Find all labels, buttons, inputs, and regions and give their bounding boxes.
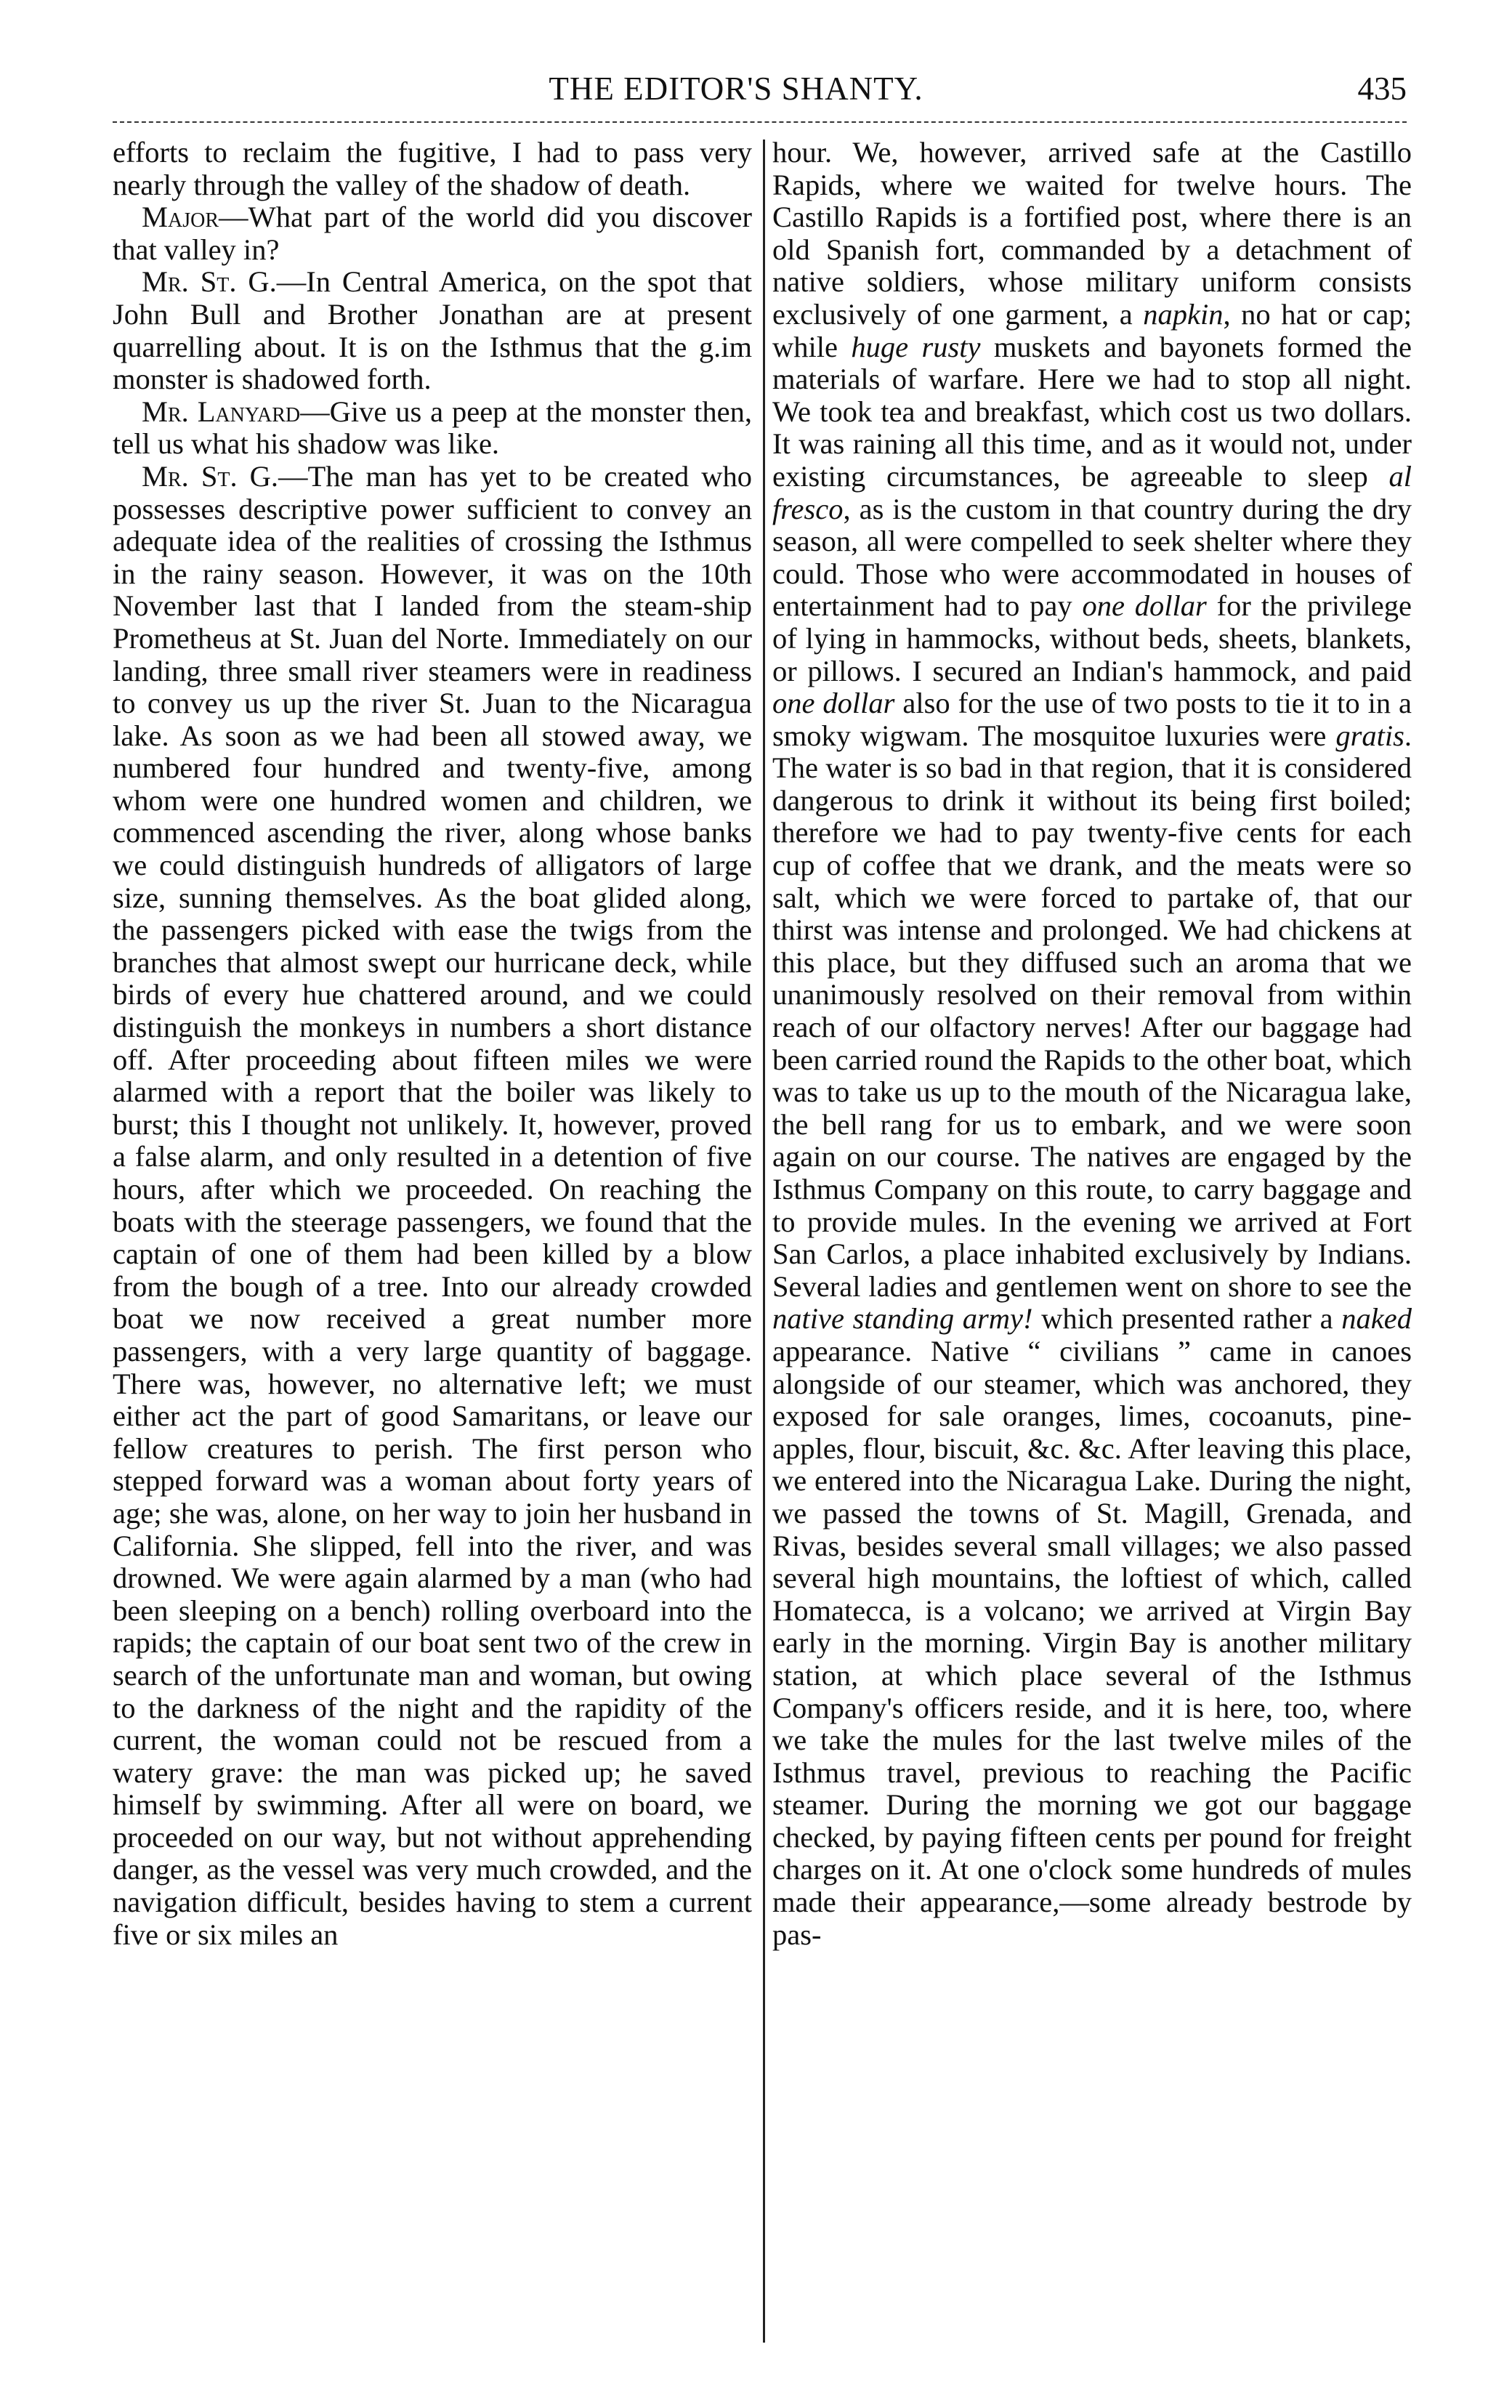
paragraph-st-g-1 <box>113 266 752 395</box>
text-run: also for the use of two posts to tie it to in a smoky wigwam. The mosquitoe luxuries were <box>772 687 1412 752</box>
emphasis: naked <box>1341 1302 1412 1336</box>
page-header <box>65 70 1407 113</box>
emphasis: napkin <box>1143 297 1224 331</box>
page-number: 435 <box>1357 70 1407 107</box>
left-column <box>113 137 752 1951</box>
emphasis: one dollar <box>772 687 895 720</box>
text-run: , as is the custom in that country during the dry season, all were compelled to seek shelter where they could. Those who were accommodated in houses of entertainment had to pay <box>772 492 1412 623</box>
right-column <box>772 137 1412 1951</box>
running-title: THE EDITOR'S SHANTY. <box>549 70 923 107</box>
paragraph-lanyard <box>113 396 752 461</box>
paragraph-continued: efforts to reclaim the fugitive, I had to pass very nearly through the valley of the shadow of death. <box>113 136 752 201</box>
text-run: , no hat or cap; while <box>772 297 1412 363</box>
paragraph-st-g-2 <box>113 461 752 1951</box>
emphasis: gratis <box>1335 719 1404 752</box>
paragraph-continued <box>772 137 1412 1951</box>
speech-text: —What part of the world did you discover that valley in? <box>113 201 752 266</box>
column-divider <box>763 140 765 2343</box>
speech-text: —In Central America, on the spot that John Bull and Brother Jonathan are at present quarrelling about. It is on the Isthmus that the g.im monster is shadowed forth. <box>113 265 752 396</box>
emphasis: huge rusty <box>851 330 981 363</box>
paragraph-major <box>113 201 752 266</box>
text-run: muskets and bayonets formed the materials of warfare. Here we had to stop all night. We took tea and breakfast, which cost us two dollars. It was raining all this time, and as it would not, under existing circumstances, be agreeable to sleep <box>772 330 1412 493</box>
text-run: . The water is so bad in that region, that it is considered dangerous to drink it without its being first boiled; therefore we had to pay twenty-five cents for each cup of coffee that we drank, and the meats were so salt, which we were forced to partake of, that our thirst was intense and prolonged. We had chickens at this place, but they diffused such an aroma that we unanimously resolved on their removal from within reach of our olfactory nerves! After our baggage had been carried round the Rapids to the other boat, which was to take us up to the mouth of the Nicaragua lake, the bell rang for us to embark, and we were soon again on our course. The natives are engaged by the Isthmus Company on this route, to carry baggage and to provide mules. In the evening we arrived at Fort San Carlos, a place inhabited exclusively by Indians. Several ladies and gentlemen went on shore to see the <box>772 719 1412 1303</box>
text-run: appearance. Native “ civilians ” came in canoes alongside of our steamer, which was anchored, they exposed for sale oranges, limes, cocoanuts, pine-apples, flour, biscuit, &c. &c. After leaving this place, we entered into the Nicaragua Lake. During the night, we passed the towns of St. Magill, Grenada, and Rivas, besides several small villages; we also passed several high mountains, the loftiest of which, called Homatecca, is a volcano; we arrived at Virgin Bay early in the morning. Virgin Bay is another military station, at which place several of the Isthmus Company's officers reside, and it is here, too, where we take the mules for the last twelve miles of the Isthmus travel, previous to reaching the Pacific steamer. During the morning we got our baggage checked, by paying fifteen cents per pound for freight charges on it. At one o'clock some hundreds of mules made their appearance,—some already bestrode by pas- <box>772 1334 1412 1951</box>
speaker-name: Mr. Lanyard <box>142 395 301 428</box>
emphasis: al fresco <box>772 459 1412 525</box>
header-rule <box>113 121 1407 123</box>
speech-text: —The man has yet to be created who possesses descriptive power sufficient to convey an adequate idea of the realities of crossing the Isthmus in the rainy season. However, it was on the 10th November last that I landed from the steam-ship Prometheus at St. Juan del Norte. Immediately on our landing, three small river steamers were in readiness to convey us up the river St. Juan to the Nicaragua lake. As soon as we had been all stowed away, we numbered four hundred and twenty-five, among whom were one hundred women and children, we commenced ascending the river, along whose banks we could distinguish hundreds of alligators of large size, sunning themselves. As the boat glided along, the passengers picked with ease the twigs from the branches that almost swept our hurricane deck, while birds of every hue chattered around, and we could distinguish the monkeys in numbers a short distance off. After proceeding about fifteen miles we were alarmed with a report that the boiler was likely to burst; this I thought not unlikely. It, however, proved a false alarm, and only resulted in a detention of five hours, after which we proceeded. On reaching the boats with the steerage passengers, we found that the captain of one of them had been killed by a blow from the bough of a tree. Into our already crowded boat we now received a great number more passengers, with a very large quantity of baggage. There was, however, no alternative left; we must either act the part of good Samaritans, or leave our fellow creatures to perish. The first person who stepped forward was a woman about forty years of age; she was, alone, on her way to join her husband in California. She slipped, fell into the river, and was drowned. We were again alarmed by a man (who had been sleeping on a bench) rolling overboard into the rapids; the captain of our boat sent two of the crew in search of the unfortunate man and woman, but owing to the darkness of the night and the rapidity of the current, the woman could not be rescued from a watery grave: the man was picked up; he saved himself by swimming. After all were on board, we proceeded on our way, but not without apprehending danger, as the vessel was very much crowded, and the navigation difficult, besides having to stem a current five or six miles an <box>113 459 753 1951</box>
text-run: which presented rather a <box>1032 1302 1342 1336</box>
text-run: for the privilege of lying in hammocks, without beds, sheets, blankets, or pillows. I secured an Indian's hammock, and paid <box>772 589 1412 687</box>
speaker-name: Mr. St. G. <box>142 459 278 493</box>
speech-text: —Give us a peep at the monster then, tell us what his shadow was like. <box>113 395 752 461</box>
speaker-name: Mr. St. G. <box>142 265 277 299</box>
speaker-name: Major <box>142 201 219 234</box>
emphasis: one dollar <box>1082 589 1207 623</box>
emphasis: native standing army! <box>772 1302 1033 1336</box>
text-run: hour. We, however, arrived safe at the Castillo Rapids, where we waited for twelve hours. The Castillo Rapids is a fortified post, where there is an old Spanish fort, commanded by a detachment of native soldiers, whose military uniform consists exclusively of one garment, a <box>772 136 1412 331</box>
